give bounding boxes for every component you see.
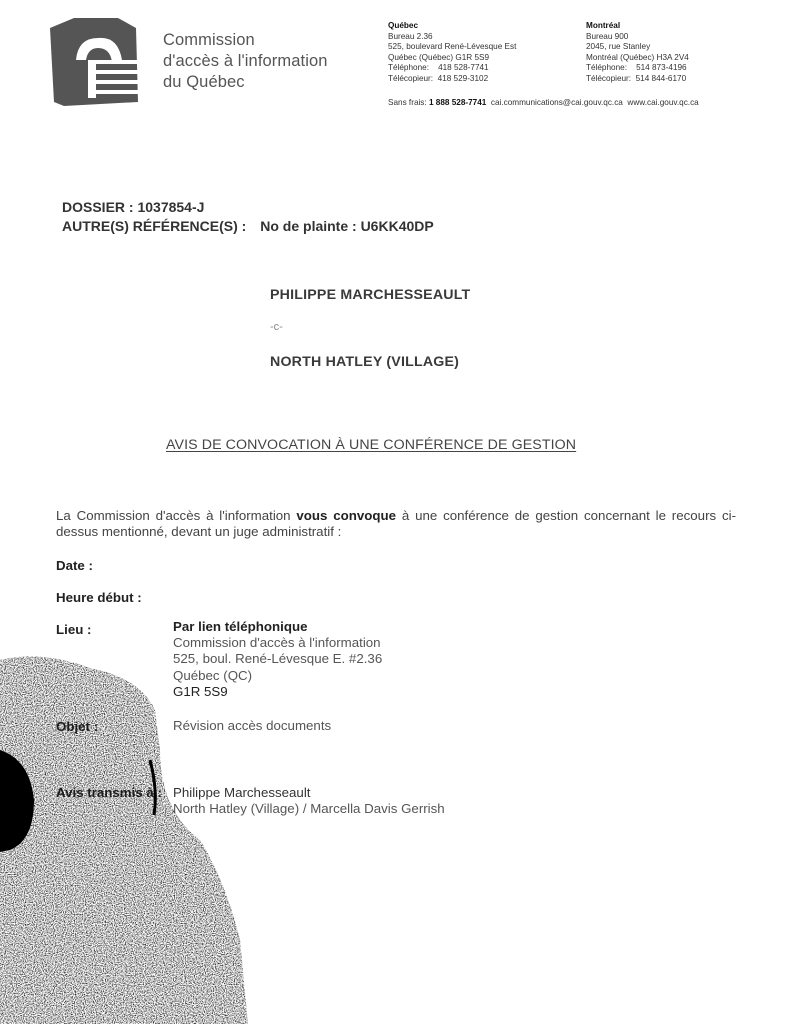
- intro-paragraph: [56, 508, 736, 540]
- recipient: Philippe Marchesseault: [173, 785, 311, 800]
- org-line-3: du Québec: [163, 73, 245, 91]
- office-line: 2045, rue Stanley: [586, 42, 651, 52]
- location-mode: Par lien téléphonique: [173, 619, 308, 634]
- location-line: Commission d'accès à l'information: [173, 635, 381, 651]
- versus-marker: -c-: [270, 321, 283, 333]
- location-line: G1R 5S9: [173, 683, 228, 699]
- recipient: North Hatley (Village) / Marcella Davis Gerrish: [173, 801, 445, 817]
- office-line: Bureau 2.36: [388, 31, 433, 41]
- contact-footer: [388, 98, 699, 107]
- commission-logo-icon: [44, 14, 148, 110]
- office-line: 525, boulevard René-Lévesque Est: [388, 42, 517, 52]
- office-line: Montréal (Québec) H3A 2V4: [586, 52, 689, 62]
- dossier-label: DOSSIER :: [62, 199, 134, 215]
- office-line: Téléphone: 418 528-7741: [388, 63, 489, 73]
- office-line: Télécopieur: 514 844-6170: [586, 73, 687, 83]
- office-line: Bureau 900: [586, 31, 629, 41]
- subject-value: Révision accès documents: [173, 718, 332, 733]
- contact-email: cai.communications@cai.gouv.qc.ca: [490, 98, 623, 107]
- date-label: Date :: [56, 558, 93, 573]
- location-line: Québec (QC): [173, 667, 253, 683]
- reference-label: AUTRE(S) RÉFÉRENCE(S) :: [62, 218, 247, 234]
- org-line-1: Commission: [163, 31, 255, 49]
- dossier-number: 1037854-J: [137, 199, 205, 215]
- location-line: 525, boul. René-Lévesque E. #2.36: [173, 651, 383, 667]
- toll-free-number: 1 888 528-7741: [428, 98, 487, 107]
- office-line: Télécopieur: 418 529-3102: [388, 73, 489, 83]
- website-link: www.cai.gouv.qc.ca: [627, 98, 699, 107]
- office-quebec: [388, 21, 516, 85]
- toll-free-label: Sans frais:: [388, 98, 427, 107]
- office-line: Québec (Québec) G1R 5S9: [388, 52, 490, 62]
- respondent-name: NORTH HATLEY (VILLAGE): [270, 354, 460, 370]
- dossier-block: [62, 198, 434, 236]
- office-montreal: [586, 21, 689, 85]
- complaint-number: No de plainte : U6KK40DP: [260, 218, 434, 234]
- location-label: Lieu :: [56, 622, 92, 637]
- office-city: Québec: [388, 21, 419, 30]
- office-city: Montréal: [586, 21, 621, 30]
- intro-text-2: à une conférence de gestion concernant le recours ci-dessus mentionné, devant un juge administratif :: [56, 508, 736, 539]
- start-time-label: Heure début :: [56, 590, 142, 605]
- organization-name: [163, 30, 328, 93]
- intro-text-1: La Commission d'accès à l'information: [56, 508, 297, 523]
- document-title: AVIS DE CONVOCATION À UNE CONFÉRENCE DE GESTION: [166, 437, 577, 453]
- intro-emphasis: vous convoque: [296, 508, 397, 523]
- org-line-2: d'accès à l'information: [163, 52, 328, 70]
- applicant-name: PHILIPPE MARCHESSEAULT: [270, 287, 471, 303]
- office-line: Téléphone: 514 873-4196: [586, 63, 687, 73]
- scan-artifact-icon: [0, 640, 250, 1024]
